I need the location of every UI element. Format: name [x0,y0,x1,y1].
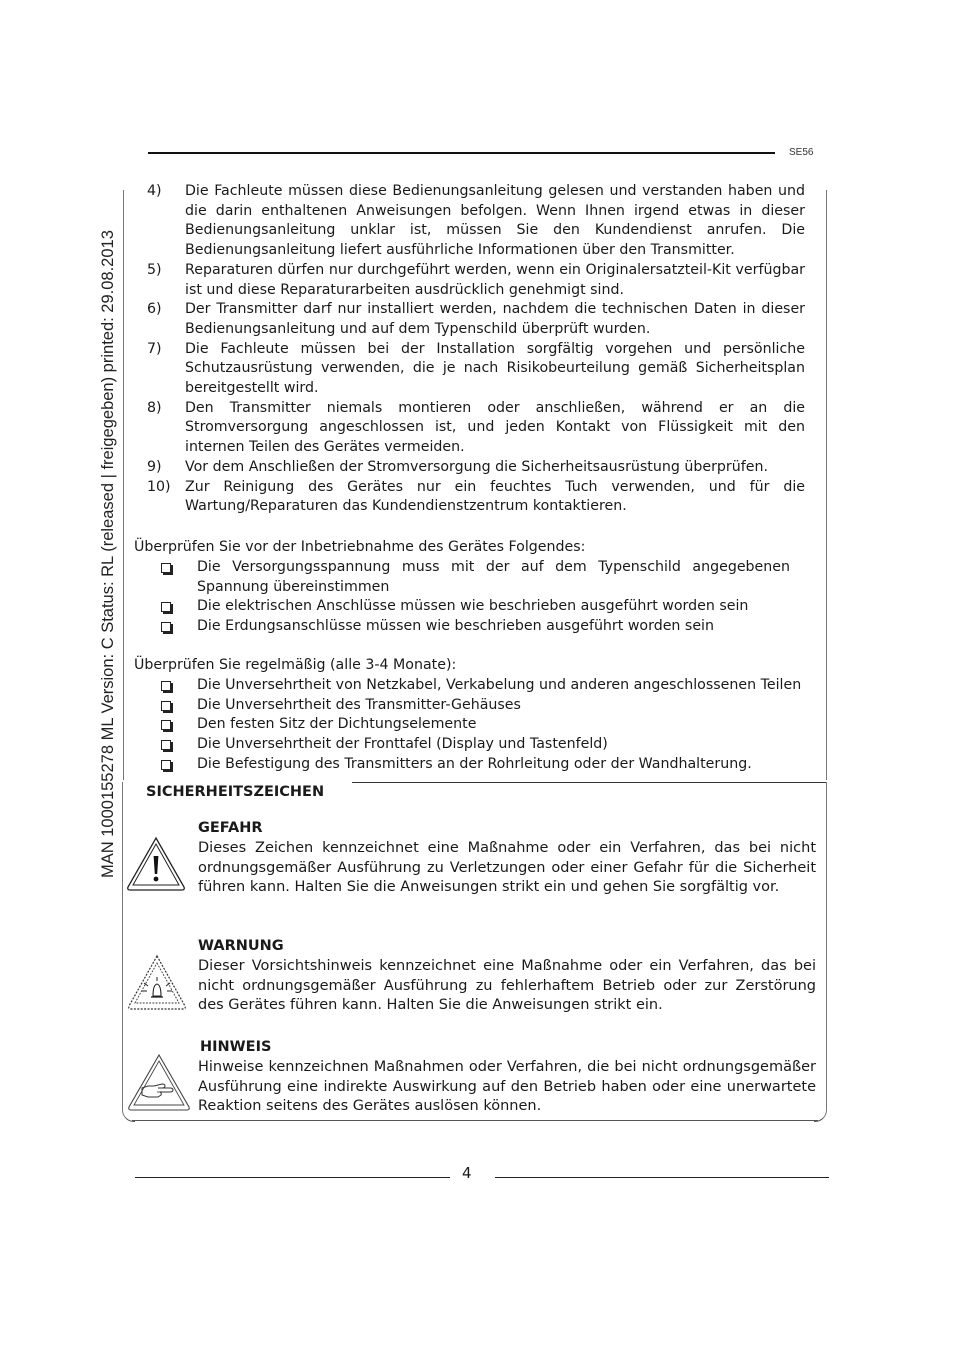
caution-warning-triangle-icon [126,953,188,1013]
checkbox-bullet-icon [161,681,171,691]
checklist-item-text: Die Unversehrtheit der Fronttafel (Display und Tastenfeld) [197,736,608,753]
checklist-item [157,617,817,637]
item-number: 6) [147,301,162,318]
frame-line-right [826,190,827,780]
checkbox-bullet-icon [161,563,171,573]
checklist-item [157,597,817,617]
list-item [147,458,805,478]
checklist-item [157,715,817,735]
checklist-item-text: Die Befestigung des Transmitters an der Rohrleitung oder der Wandhalterung. [197,755,752,772]
danger-warning-triangle-icon [125,835,187,893]
document-control-label: MAN 1000155278 ML Version: C Status: RL (released | freigegeben) printed: 29.08.2013 [99,230,117,878]
list-item [147,261,805,300]
checklist-item-text: Die Erdungsanschlüsse müssen wie beschrieben ausgeführt worden sein [197,618,714,635]
checklist-item-text: Die Unversehrtheit von Netzkabel, Verkabelung und anderen angeschlossenen Teilen [197,677,802,693]
checklist-item [157,676,817,696]
header-rule [148,152,775,154]
checklist-item-text: Die Unversehrtheit des Transmitter-Gehäuses [197,696,521,713]
checklist-item-text: Die Versorgungsspannung muss mit der auf dem Typenschild angegebenen Spannung übereinstimmen [197,559,790,595]
frame-line-left [123,190,124,780]
item-text: Zur Reinigung des Gerätes nur ein feuchtes Tuch verwenden, und für die Wartung/Reparaturen das Kundendienstzentrum kontaktieren. [185,478,805,515]
checklist-item-text: Den festen Sitz der Dichtungselemente [197,716,477,733]
danger-text: Dieses Zeichen kennzeichnet eine Maßnahme oder ein Verfahren, das bei nicht ordnungsgemäßer Ausführung zu Verletzungen oder einer Gefahr für die Sicherheit führen kann. Halten Sie die Anweisungen strikt ein und gehen Sie sorgfältig vor. [198,840,816,896]
section-frame-left [122,782,123,1108]
checkbox-bullet-icon [161,760,171,770]
note-title: HINWEIS [200,1039,272,1055]
checklist-item [157,558,790,597]
list-item [147,399,805,458]
section-title: SICHERHEITSZEICHEN [146,784,325,800]
safety-instructions-list [147,182,805,517]
check-before-intro: Überprüfen Sie vor der Inbetriebnahme des Gerätes Folgendes: [134,539,586,555]
note-text: Hinweise kennzeichnen Maßnahmen oder Verfahren, die bei nicht ordnungsgemäßer Ausführung eine indirekte Auswirkung auf den Betrieb haben oder eine unerwartete Reaktion seitens des Gerätes auslösen können. [198,1059,816,1115]
checklist-item-text: Die elektrischen Anschlüsse müssen wie beschrieben ausgeführt worden sein [197,598,749,615]
item-text: Die Fachleute müssen diese Bedienungsanleitung gelesen und verstanden haben und die darin enthaltenen Anweisungen befolgen. Wenn Ihnen irgend etwas in dieser Bedienungsanleitung unklar ist, müssen Sie den Kundendienst anrufen. Die Bedienungsanleitung liefert ausführliche Informationen über den Transmitter. [185,183,805,259]
danger-title: GEFAHR [198,820,263,836]
check-before-list [157,558,817,637]
item-text: Den Transmitter niemals montieren oder anschließen, während er an die Stromversorgung angeschlossen ist, und jeden Kontakt von Flüssigkeit mit den internen Teilen des Gerätes vermeiden. [185,399,805,456]
checkbox-bullet-icon [161,740,171,750]
footer-rule-left [135,1177,450,1178]
section-bottom-rule [132,1120,818,1121]
section-frame-right [826,782,827,1108]
list-item [147,300,805,339]
item-number: 7) [147,340,162,357]
note-pointing-hand-icon [126,1053,192,1113]
warning-text: Dieser Vorsichtshinweis kennzeichnet eine Maßnahme oder ein Verfahren, das bei nicht ordnungsgemäßer Ausführung zu fehlerhaftem Betrieb oder zur Zerstörung des Gerätes führen kann. Halten Sie die Anweisungen strikt ein. [198,958,816,1014]
checkbox-bullet-icon [161,701,171,711]
item-number: 4) [147,183,162,199]
item-text: Vor dem Anschließen der Stromversorgung die Sicherheitsausrüstung überprüfen. [185,458,768,475]
item-number: 10) [147,478,171,495]
item-text: Die Fachleute müssen bei der Installation sorgfältig vorgehen und persönliche Schutzausrüstung verwenden, die je nach Risikobeurteilung gemäß Sicherheitsplan bereitgestellt wird. [185,340,805,397]
check-regular-intro: Überprüfen Sie regelmäßig (alle 3-4 Monate): [134,657,457,673]
checklist-item [157,696,817,716]
checklist-item [157,755,817,775]
section-top-rule [352,782,827,783]
item-text: Der Transmitter darf nur installiert werden, nachdem die technischen Daten in dieser Bedienungsanleitung und auf dem Typenschild überprüft wurden. [185,301,805,337]
item-number: 9) [147,458,162,475]
footer-rule-right [495,1177,829,1178]
item-text: Reparaturen dürfen nur durchgeführt werden, wenn ein Originalersatzteil-Kit verfügbar ist und diese Reparaturarbeiten ausdrücklich genehmigt sind. [185,261,805,298]
checkbox-bullet-icon [161,720,171,730]
document-code: SE56 [789,147,814,158]
page-number: 4 [462,1164,472,1182]
checkbox-bullet-icon [161,602,171,612]
item-number: 8) [147,399,162,416]
list-item [147,478,805,517]
checkbox-bullet-icon [161,622,171,632]
item-number: 5) [147,261,162,278]
warning-title: WARNUNG [198,938,284,954]
check-regular-list [157,676,817,775]
checklist-item [157,735,817,755]
list-item [147,182,805,261]
list-item [147,340,805,399]
